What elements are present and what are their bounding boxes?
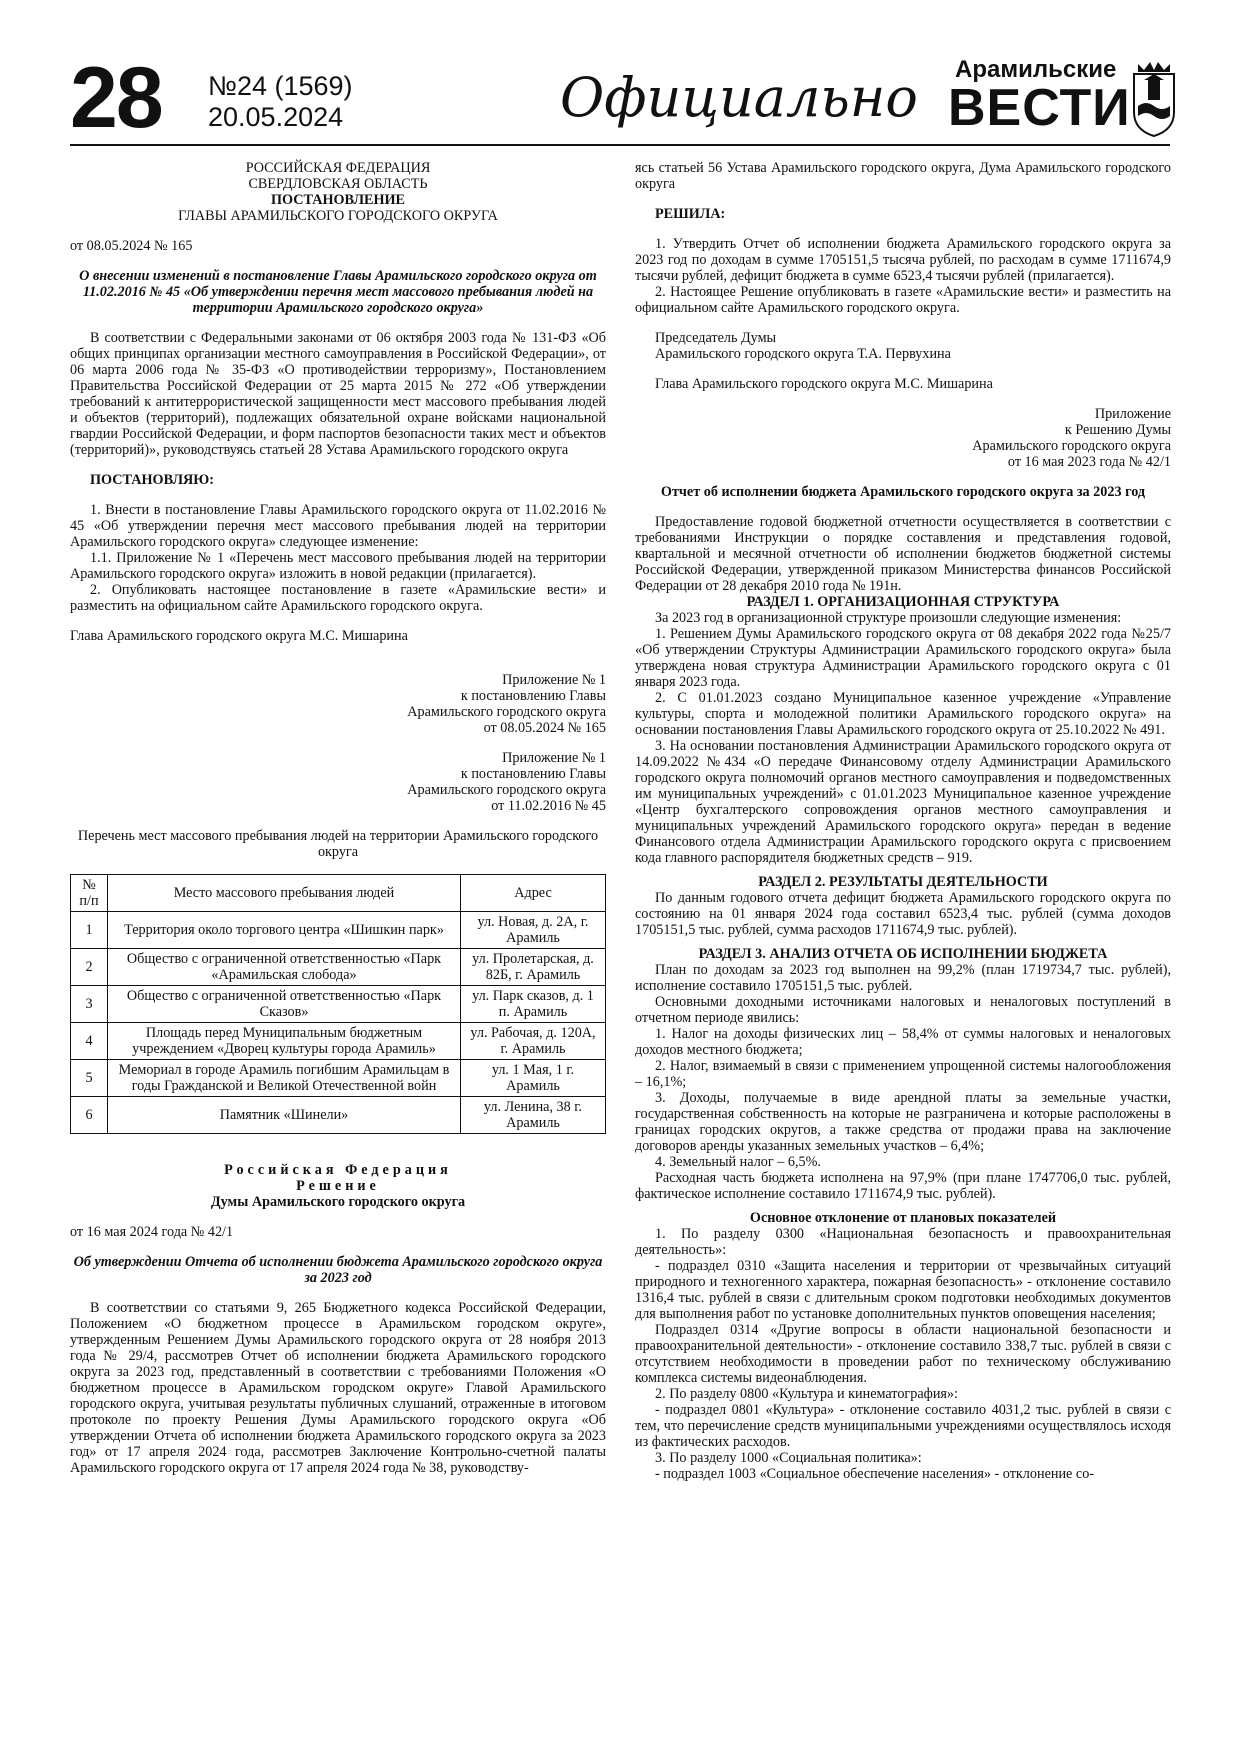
paragraph: - подраздел 1003 «Социальное обеспечение населения» - отклонение со- — [655, 1466, 1095, 1482]
column-header: Адрес — [461, 875, 606, 912]
paragraph: План по доходам за 2023 год выполнен на 99,2% (план 1719734,7 тыс. рублей), исполнение составило 1705151,5 тыс. рублей. — [635, 962, 1171, 994]
list-item: 1. Налог на доходы физических лиц – 58,4% от суммы налоговых и неналоговых доходов местного бюджета; — [635, 1026, 1171, 1058]
decree-date-number: от 08.05.2024 № 165 — [70, 238, 193, 254]
table-cell: Общество с ограниченной ответственностью «Парк «Арамильская слобода» — [108, 949, 461, 986]
appendix-line: к Решению Думы — [1064, 422, 1171, 438]
newspaper-name-line1: Арамильские — [955, 56, 1117, 83]
signature: Глава Арамильского городского округа М.С. Мишарина — [70, 628, 408, 644]
paragraph: Предоставление годовой бюджетной отчетности осуществляется в соответствии с требованиями Инструкции о порядке составления и представления годовой, квартальной и месячной отчетности об исполнении бюджетов бюджетной системы Российской Федерации, утвержденной приказом Министерства финансов Российской Федерации от 28 декабря 2010 года № 191н. — [635, 514, 1171, 594]
table-cell: Площадь перед Муниципальным бюджетным учреждением «Дворец культуры города Арамиль» — [108, 1023, 461, 1060]
heading-line: ГЛАВЫ АРАМИЛЬСКОГО ГОРОДСКОГО ОКРУГА — [178, 208, 498, 224]
appendix-line: Приложение № 1 — [502, 750, 606, 766]
paragraph: 2. Опубликовать настоящее постановление в газете «Арамильские вести» и разместить на официальном сайте Арамильского городского округа. — [70, 582, 606, 614]
signature: Арамильского городского округа Т.А. Первухина — [655, 346, 951, 362]
list-item: 2. Налог, взимаемый в связи с применением упрощенной системы налогообложения – 16,1%; — [635, 1058, 1171, 1090]
report-title: Отчет об исполнении бюджета Арамильского городского округа за 2023 год — [660, 484, 1146, 500]
heading-line: СВЕРДЛОВСКАЯ ОБЛАСТЬ — [248, 176, 428, 192]
list-item: 3. Доходы, получаемые в виде арендной платы за земельные участки, государственная собственность на которые не разграничена и которые расположены в границах городских округов, а также средства от продажи права на заключение договоров аренды указанных земельных участков – 6,4%; — [635, 1090, 1171, 1154]
issue-date: 20.05.2024 — [208, 102, 344, 132]
table-cell: Территория около торгового центра «Шишкин парк» — [108, 912, 461, 949]
table-cell: Общество с ограниченной ответственностью «Парк Сказов» — [108, 986, 461, 1023]
table-header-row — [71, 875, 606, 912]
appendix-line: Арамильского городского округа — [407, 782, 606, 798]
table-row — [71, 1060, 606, 1097]
appendix-line: от 16 мая 2023 года № 42/1 — [1007, 454, 1171, 470]
section-heading: РАЗДЕЛ 3. АНАЛИЗ ОТЧЕТА ОБ ИСПОЛНЕНИИ БЮДЖЕТА — [698, 946, 1108, 962]
table-cell: Мемориал в городе Арамиль погибшим Арамильцам в годы Гражданской и Великой Отечественной войн — [108, 1060, 461, 1097]
paragraph: В соответствии с Федеральными законами от 06 октября 2003 года № 131-ФЗ «Об общих принципах организации местного самоуправления в Российской Федерации», от 06 марта 2006 года № 35-ФЗ «О противодействии терроризму», Постановлением Правительства Российской Федерации от 25 марта 2015 № 272 «Об утверждении требований к антитеррористической защищенности мест массового пребывания людей и объектов (территорий), подлежащих обязательной охране войсками национальной гвардии Российской Федерации, и форм паспортов безопасности таких мест и объектов (территорий)», руководствуясь статьей 28 Устава Арамильского городского округа — [70, 330, 606, 458]
paragraph: 2. Настоящее Решение опубликовать в газете «Арамильские вести» и разместить на официальном сайте Арамильского городского округа. — [635, 284, 1171, 316]
right-column — [635, 160, 1171, 1482]
appendix-line: Приложение — [1094, 406, 1171, 422]
paragraph: Подраздел 0314 «Другие вопросы в области национальной безопасности и правоохранительной деятельности» - отклонение составило 338,7 тыс. рублей в связи с отсутствием необходимости в проведении работ по техническому обслуживанию комплекса системы видеонаблюдения. — [635, 1322, 1171, 1386]
table-row — [71, 1097, 606, 1134]
table-cell: ул. 1 Мая, 1 г. Арамиль — [461, 1060, 606, 1097]
section-heading: РАЗДЕЛ 1. ОРГАНИЗАЦИОННАЯ СТРУКТУРА — [746, 594, 1060, 610]
heading-line: ПОСТАНОВЛЕНИЕ — [270, 192, 406, 208]
table-cell: 1 — [71, 912, 108, 949]
heading-line: Думы Арамильского городского округа — [210, 1194, 466, 1210]
paragraph: - подраздел 0310 «Защита населения и территории от чрезвычайных ситуаций природного и техногенного характера, пожарная безопасность» - отклонение составило 1316,4 тыс. рублей в связи с длительным сроком подготовки необходимых документов для выполнения работ по установке дополнительных пунктов оповещения населения; — [635, 1258, 1171, 1322]
appendix-line: Арамильского городского округа — [407, 704, 606, 720]
list-title: Перечень мест массового пребывания людей на территории Арамильского городского округа — [77, 828, 599, 860]
appendix-line: от 08.05.2024 № 165 — [483, 720, 606, 736]
signature: Председатель Думы — [655, 330, 777, 346]
column-header: № п/п — [71, 875, 108, 912]
table-cell: 5 — [71, 1060, 108, 1097]
section-heading: РАЗДЕЛ 2. РЕЗУЛЬТАТЫ ДЕЯТЕЛЬНОСТИ — [758, 874, 1048, 890]
table-cell: 6 — [71, 1097, 108, 1134]
table-cell: 3 — [71, 986, 108, 1023]
table-cell: ул. Рабочая, д. 120А, г. Арамиль — [461, 1023, 606, 1060]
newspaper-name-line2: ВЕСТИ — [948, 79, 1131, 137]
table-cell: 4 — [71, 1023, 108, 1060]
section-title: Официально — [560, 66, 918, 129]
paragraph: 3. На основании постановления Администрации Арамильского городского округа от 14.09.2022 №434 «О передаче Финансовому отделу Администрации Арамильского городского округа полномочий органов местного самоуправления и подведомственных им муниципальных учреждений» с 01.01.2023 Муниципальное казенное учреждение «Центр бухгалтерского сопровождения органов местного самоуправления и муниципальных учреждений Арамильского городского округа» передан в ведение Финансового отдела Администрации Арамильского городского округа с присвоением кода главного распорядителя бюджетных средств – 919. — [635, 738, 1171, 866]
paragraph: Основными доходными источниками налоговых и неналоговых поступлений в отчетном периоде явились: — [635, 994, 1171, 1026]
page-header — [0, 0, 1241, 150]
paragraph: 1. Внести в постановление Главы Арамильского городского округа от 11.02.2016 № 45 «Об утверждении перечня мест массового пребывания людей на территории Арамильского городского округа» следующее изменение: — [70, 502, 606, 550]
table-row — [71, 912, 606, 949]
table-row — [71, 1023, 606, 1060]
appendix-line: от 11.02.2016 № 45 — [491, 798, 606, 814]
appendix-line: к постановлению Главы — [460, 766, 606, 782]
paragraph: 1.1. Приложение № 1 «Перечень мест массового пребывания людей на территории Арамильского городского округа» изложить в новой редакции (прилагается). — [70, 550, 606, 582]
table-cell: ул. Ленина, 38 г. Арамиль — [461, 1097, 606, 1134]
appendix-line: к постановлению Главы — [460, 688, 606, 704]
table-cell: ул. Парк сказов, д. 1 п. Арамиль — [461, 986, 606, 1023]
column-header: Место массового пребывания людей — [108, 875, 461, 912]
paragraph: 1. Решением Думы Арамильского городского округа от 08 декабря 2022 года №25/7 «Об утверждении Структуры Администрации Арамильского городского округа» была утверждена новая структура Администрации Арамильского городского округа с 01 января 2023 года. — [635, 626, 1171, 690]
page-number: 28 — [70, 50, 162, 146]
paragraph: За 2023 год в организационной структуре произошли следующие изменения: — [655, 610, 1122, 626]
places-table — [70, 874, 606, 1134]
decree-word: ПОСТАНОВЛЯЮ: — [90, 472, 215, 488]
decided-word: РЕШИЛА: — [655, 206, 726, 222]
table-cell: Памятник «Шинели» — [108, 1097, 461, 1134]
table-cell: ул. Новая, д. 2А, г. Арамиль — [461, 912, 606, 949]
decree-title: О внесении изменений в постановление Главы Арамильского городского округа от 11.02.2016 № 45 «Об утверждении перечня мест массового пребывания людей на территории Арамильского городского округа» — [79, 268, 597, 316]
paragraph: Расходная часть бюджета исполнена на 97,9% (при плане 1747706,0 тыс. рублей, фактическое исполнение составило 1711674,9 тыс. рублей). — [635, 1170, 1171, 1202]
paragraph: 2. По разделу 0800 «Культура и кинематография»: — [655, 1386, 958, 1402]
heading-line: Российская Федерация — [224, 1162, 452, 1178]
table-row — [71, 949, 606, 986]
decision-title: Об утверждении Отчета об исполнении бюджета Арамильского городского округа за 2023 год — [73, 1254, 603, 1286]
appendix-line: Приложение № 1 — [502, 672, 606, 688]
table-cell: 2 — [71, 949, 108, 986]
table-cell: ул. Пролетарская, д. 82Б, г. Арамиль — [461, 949, 606, 986]
header-rule — [70, 144, 1170, 146]
heading-line: РОССИЙСКАЯ ФЕДЕРАЦИЯ — [245, 160, 431, 176]
paragraph: 3. По разделу 1000 «Социальная политика»: — [655, 1450, 922, 1466]
issue-number: №24 (1569) — [208, 71, 353, 101]
left-column — [70, 160, 606, 1476]
paragraph: 2. С 01.01.2023 создано Муниципальное казенное учреждение «Управление культуры, спорта и молодежной политики Арамильского городского округа» на основании постановления Главы Арамильского городского округа от 25.10.2022 № 491. — [635, 690, 1171, 738]
list-item: 4. Земельный налог – 6,5%. — [655, 1154, 821, 1170]
coat-of-arms-icon — [1130, 60, 1178, 138]
signature: Глава Арамильского городского округа М.С. Мишарина — [655, 376, 993, 392]
paragraph: ясь статьей 56 Устава Арамильского городского округа, Дума Арамильского городского округа — [635, 160, 1171, 192]
appendix-line: Арамильского городского округа — [972, 438, 1171, 454]
paragraph: По данным годового отчета дефицит бюджета Арамильского городского округа по состоянию на 01 января 2024 года составил 6523,4 тыс. рублей (сумма доходов 1705151,5 тыс. рублей, сумма расходов 1711674,9 тыс. рублей). — [635, 890, 1171, 938]
paragraph: - подраздел 0801 «Культура» - отклонение составило 4031,2 тыс. рублей в связи с тем, что перечисление средств муниципальными учреждениями осуществлялось исходя из фактических расходов. — [635, 1402, 1171, 1450]
paragraph: В соответствии со статьями 9, 265 Бюджетного кодекса Российской Федерации, Положением «О бюджетном процессе в Арамильском городском округе», утвержденным Решением Думы Арамильского городского округа от 28 ноября 2013 года № 29/4, рассмотрев Отчет об исполнении бюджета Арамильского городского округа за 2023 год, представленный в соответствии с требованиями Положения «О бюджетном процессе в Арамильском городском округе» Главой Арамильского городского округа, учитывая результаты публичных слушаний, отраженные в итоговом протоколе по проекту Решения Думы Арамильского городского округа «Об утверждении Отчета об исполнении бюджета Арамильского городского округа за 2023 год» от 17 апреля 2024 года, рассмотрев Заключение Контрольно-счетной палаты Арамильского городского округа от 17 апреля 2024 года № 38, руководству- — [70, 1300, 606, 1476]
paragraph: 1. Утвердить Отчет об исполнении бюджета Арамильского городского округа за 2023 год по доходам в сумме 1705151,5 тысяча рублей, по расходам в сумме 1711674,9 тысячи рублей, дефицит бюджета в сумме 6523,4 тысячи рублей (прилагается). — [635, 236, 1171, 284]
paragraph: 1. По разделу 0300 «Национальная безопасность и правоохранительная деятельность»: — [635, 1226, 1171, 1258]
table-row — [71, 986, 606, 1023]
decision-date-number: от 16 мая 2024 года № 42/1 — [70, 1224, 234, 1240]
heading-line: Решение — [296, 1178, 380, 1194]
subsection-heading: Основное отклонение от плановых показателей — [749, 1210, 1057, 1226]
